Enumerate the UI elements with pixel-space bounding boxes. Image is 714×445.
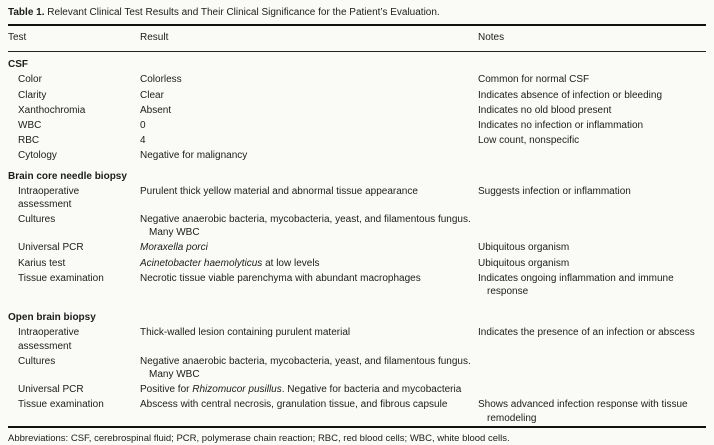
test-cell: Xanthochromia [18, 104, 86, 116]
result-cell [140, 271, 478, 299]
test-cell: Universal PCR [18, 242, 84, 254]
table-row [8, 148, 706, 163]
test-cell: WBC [18, 119, 42, 131]
result-text: Necrotic tissue viable parenchyma with abundant macrophages [140, 272, 421, 284]
result-cell [140, 212, 478, 240]
notes-cell: Ubiquitous organism [478, 257, 570, 269]
test-cell: Cultures [18, 355, 56, 367]
result-cell [140, 72, 478, 87]
table-row [8, 271, 706, 299]
table-caption-text: Relevant Clinical Test Results and Their Clinical Significance for the Patient’s Evaluation. [47, 7, 440, 18]
result-text: Thick-walled lesion containing purulent material [140, 327, 351, 339]
section-header-row [8, 164, 706, 184]
result-text: Negative anaerobic bacteria, mycobacteria, yeast, and filamentous fungus. Many WBC [140, 355, 471, 380]
test-cell: RBC [18, 135, 40, 147]
result-cell [140, 240, 478, 255]
result-cell [140, 325, 478, 353]
result-cell [140, 256, 478, 271]
result-cell [140, 184, 478, 212]
result-text: 4 [140, 135, 146, 147]
result-cell [140, 133, 478, 148]
section-title: Brain core needle biopsy [8, 170, 127, 182]
organism-name: Moraxella porci [140, 242, 208, 254]
test-cell: Tissue examination [18, 399, 104, 411]
table-row [8, 240, 706, 255]
organism-name: Acinetobacter haemolyticus [140, 257, 263, 269]
table-row [8, 118, 706, 133]
test-cell: Intraoperative assessment [18, 185, 80, 210]
header-row [8, 25, 706, 52]
result-cell [140, 354, 478, 382]
notes-cell [478, 354, 706, 382]
result-text: Negative anaerobic bacteria, mycobacteria, yeast, and filamentous fungus. Many WBC [140, 214, 471, 239]
notes-cell: Ubiquitous organism [478, 242, 570, 254]
table-row [8, 397, 706, 426]
notes-cell: Indicates ongoing inflammation and immune response [478, 272, 674, 297]
result-text: Positive for [140, 384, 193, 396]
clinical-results-table [8, 24, 706, 428]
section-header-row [8, 52, 706, 73]
abbreviations-footnote: Abbreviations: CSF, cerebrospinal fluid; PCR, polymerase chain reaction; RBC, red blood cells; WBC, white blood cells. [8, 432, 510, 444]
table-row [8, 325, 706, 353]
result-cell [140, 148, 478, 163]
table-body [8, 52, 706, 427]
test-cell: Intraoperative assessment [18, 327, 80, 352]
result-text: Negative for malignancy [140, 150, 248, 162]
table-row [8, 184, 706, 212]
notes-cell: Low count, nonspecific [478, 135, 580, 147]
table-row [8, 103, 706, 118]
notes-cell: Suggests infection or inflammation [478, 185, 631, 197]
notes-cell: Shows advanced infection response with tissue remodeling [478, 399, 688, 424]
notes-cell [478, 148, 706, 163]
notes-cell: Common for normal CSF [478, 74, 590, 86]
result-text: Colorless [140, 74, 182, 86]
result-text: . Negative for bacteria and mycobacteria [281, 384, 462, 396]
section-title: CSF [8, 59, 28, 71]
result-cell [140, 103, 478, 118]
table-row [8, 382, 706, 397]
result-text: Abscess with central necrosis, granulation tissue, and fibrous capsule [140, 399, 448, 411]
result-cell [140, 88, 478, 103]
test-cell: Tissue examination [18, 272, 104, 284]
result-cell [140, 397, 478, 426]
organism-name: Rhizomucor pusillus [192, 384, 282, 396]
result-text: Absent [140, 104, 172, 116]
column-header-notes: Notes [478, 25, 706, 52]
section-title: Open brain biopsy [8, 312, 96, 324]
notes-cell: Indicates no infection or inflammation [478, 119, 644, 131]
notes-cell: Indicates absence of infection or bleeding [478, 89, 663, 101]
column-header-test: Test [8, 25, 140, 52]
table-caption [8, 6, 706, 19]
notes-cell: Indicates the presence of an infection or abscess [478, 327, 695, 339]
test-cell: Cytology [18, 150, 57, 162]
column-header-result: Result [140, 25, 478, 52]
table-row [8, 354, 706, 382]
test-cell: Clarity [18, 89, 47, 101]
section-header-row [8, 299, 706, 325]
notes-cell [478, 382, 706, 397]
test-cell: Cultures [18, 214, 56, 226]
table-caption-label: Table 1. [8, 7, 45, 18]
table-row [8, 212, 706, 240]
result-cell [140, 118, 478, 133]
result-text: Clear [140, 89, 164, 101]
result-cell [140, 382, 478, 397]
test-cell: Universal PCR [18, 384, 84, 396]
notes-cell [478, 212, 706, 240]
test-cell: Color [18, 74, 42, 86]
table-row [8, 133, 706, 148]
notes-cell: Indicates no old blood present [478, 104, 612, 116]
result-text: Purulent thick yellow material and abnormal tissue appearance [140, 185, 418, 197]
table-row [8, 88, 706, 103]
result-text: at low levels [262, 257, 320, 269]
table-header [8, 25, 706, 52]
table-row [8, 256, 706, 271]
result-text: 0 [140, 119, 146, 131]
table-row [8, 72, 706, 87]
test-cell: Karius test [18, 257, 66, 269]
